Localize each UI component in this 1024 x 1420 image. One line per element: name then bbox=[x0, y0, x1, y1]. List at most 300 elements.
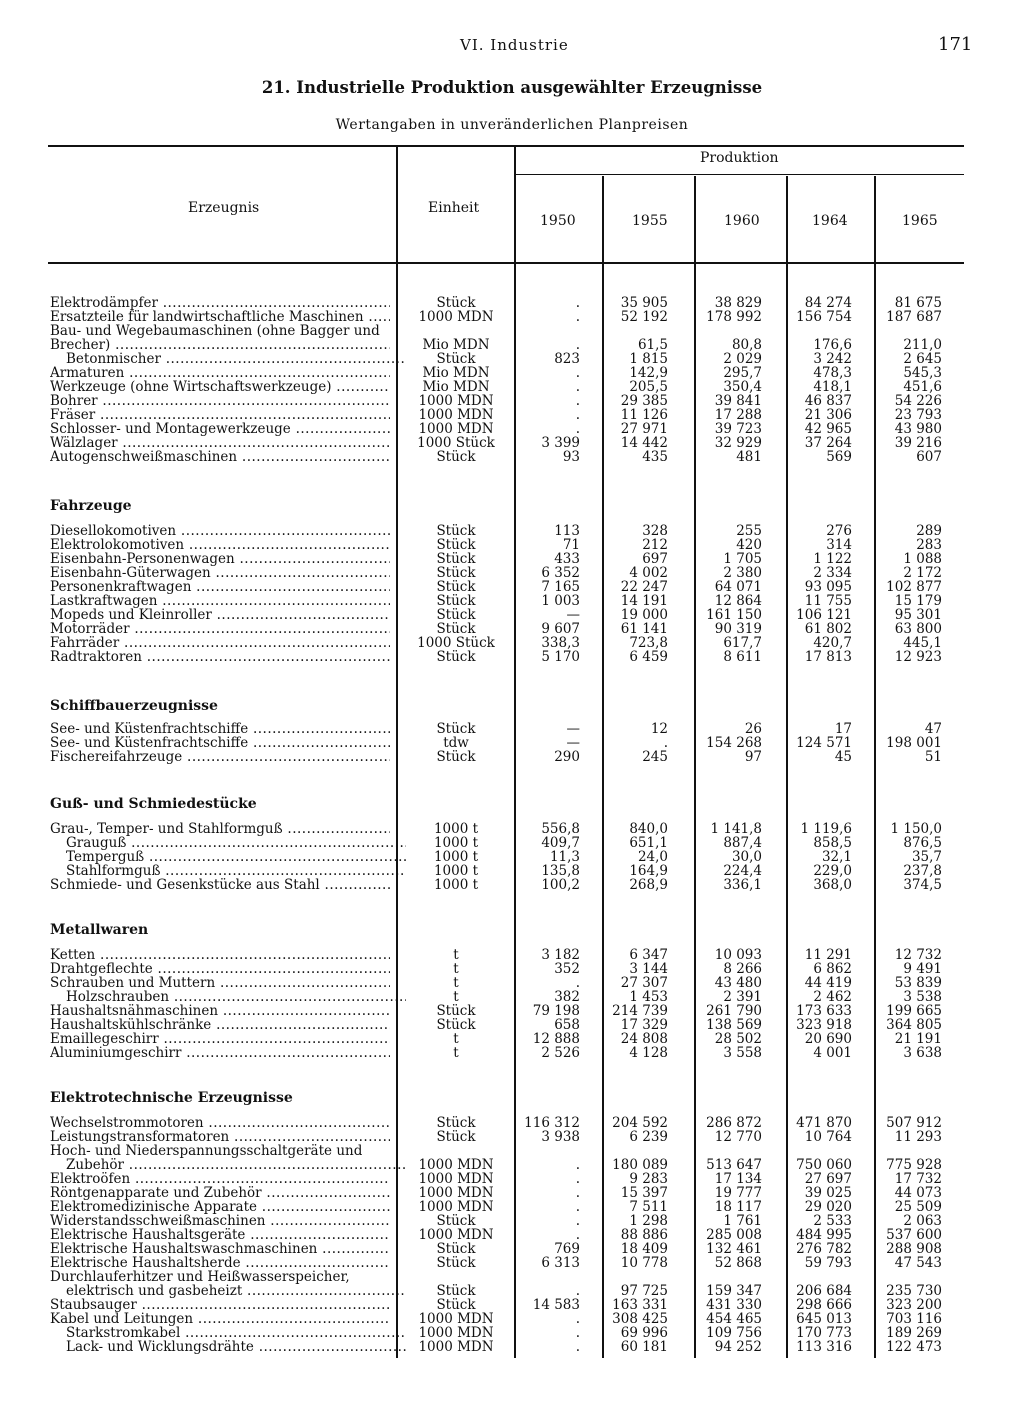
value-1950: 6 352 bbox=[541, 565, 580, 581]
value-1964: 418,1 bbox=[813, 379, 852, 395]
value-1965: 775 928 bbox=[886, 1157, 942, 1173]
value-1965: 876,5 bbox=[903, 835, 942, 851]
value-1950: 113 bbox=[554, 523, 580, 539]
row-unit: 1000 MDN bbox=[418, 309, 494, 325]
value-1965: 2 172 bbox=[903, 565, 942, 581]
row-label: Bohrer ..... bbox=[50, 394, 390, 408]
row-unit: t bbox=[453, 989, 459, 1005]
row-unit: 1000 MDN bbox=[418, 393, 494, 409]
table-row bbox=[0, 1186, 1024, 1200]
value-1955: 61 141 bbox=[620, 621, 668, 637]
value-1965: 54 226 bbox=[894, 393, 942, 409]
value-1965: 63 800 bbox=[894, 621, 942, 637]
row-unit: 1000 Stück bbox=[417, 635, 495, 651]
row-unit: Stück bbox=[436, 1115, 476, 1131]
row-unit: 1000 t bbox=[433, 849, 479, 865]
value-1960: 481 bbox=[736, 449, 762, 465]
value-1955: 14 442 bbox=[620, 435, 668, 451]
value-1964: 173 633 bbox=[796, 1003, 852, 1019]
row-label: Elektrodämpfer ..... bbox=[50, 296, 390, 310]
value-1965: 11 293 bbox=[894, 1129, 942, 1145]
value-1960: 28 502 bbox=[714, 1031, 762, 1047]
value-1960: 90 319 bbox=[714, 621, 762, 637]
value-1950: . bbox=[575, 1227, 580, 1243]
value-1964: 113 316 bbox=[796, 1339, 852, 1355]
value-1960: 513 647 bbox=[706, 1157, 762, 1173]
value-1965: 198 001 bbox=[886, 735, 942, 751]
header-unit: Einheit bbox=[428, 200, 480, 216]
row-label: Haushaltsnähmaschinen ..... bbox=[50, 1004, 390, 1018]
value-1960: 32 929 bbox=[714, 435, 762, 451]
row-label: Brecher) ..... bbox=[50, 338, 390, 352]
value-1955: 435 bbox=[642, 449, 668, 465]
value-1960: 2 380 bbox=[723, 565, 762, 581]
value-1965: 537 600 bbox=[886, 1227, 942, 1243]
value-1964: 2 462 bbox=[813, 989, 852, 1005]
table-row bbox=[0, 1046, 1024, 1060]
value-1950: 658 bbox=[554, 1017, 580, 1033]
value-1950: . bbox=[575, 1311, 580, 1327]
value-1955: 12 bbox=[650, 721, 668, 737]
row-unit: Stück bbox=[436, 295, 476, 311]
value-1960: 1 705 bbox=[723, 551, 762, 567]
value-1964: 478,3 bbox=[813, 365, 852, 381]
value-1965: 607 bbox=[916, 449, 942, 465]
row-label: Radtraktoren ..... bbox=[50, 650, 390, 664]
row-label: Ketten ..... bbox=[50, 948, 390, 962]
value-1950: . bbox=[575, 393, 580, 409]
value-1960: 39 841 bbox=[714, 393, 762, 409]
value-1964: 29 020 bbox=[804, 1199, 852, 1215]
value-1964: 1 119,6 bbox=[800, 821, 852, 837]
value-1965: 12 732 bbox=[894, 947, 942, 963]
value-1955: 18 409 bbox=[620, 1241, 668, 1257]
table-title: 21. Industrielle Produktion ausgewählter Erzeugnisse bbox=[261, 78, 763, 97]
value-1965: 53 839 bbox=[894, 975, 942, 991]
value-1955: 7 511 bbox=[629, 1199, 668, 1215]
value-1950: . bbox=[575, 1213, 580, 1229]
value-1960: 43 480 bbox=[714, 975, 762, 991]
row-unit: 1000 MDN bbox=[418, 1325, 494, 1341]
table-row bbox=[0, 1214, 1024, 1228]
value-1950: 6 313 bbox=[541, 1255, 580, 1271]
value-1965: 47 bbox=[924, 721, 942, 737]
value-1950: . bbox=[575, 1283, 580, 1299]
table-row bbox=[0, 1256, 1024, 1270]
row-label: Eisenbahn-Güterwagen ..... bbox=[50, 566, 390, 580]
header-production: Produktion bbox=[700, 150, 779, 166]
row-label: Drahtgeflechte ..... bbox=[50, 962, 390, 976]
row-unit: 1000 t bbox=[433, 863, 479, 879]
value-1955: 29 385 bbox=[620, 393, 668, 409]
row-label: Elektrische Haushaltswaschmaschinen ..... bbox=[50, 1242, 390, 1256]
header-year-1964: 1964 bbox=[812, 213, 848, 229]
section-heading: Fahrzeuge bbox=[50, 498, 132, 514]
table-row bbox=[0, 1340, 1024, 1354]
value-1964: 276 782 bbox=[796, 1241, 852, 1257]
section-heading: Metallwaren bbox=[50, 922, 149, 938]
value-1950: 100,2 bbox=[541, 877, 580, 893]
value-1950: . bbox=[575, 1171, 580, 1187]
table-row bbox=[0, 566, 1024, 580]
value-1950: 338,3 bbox=[541, 635, 580, 651]
row-label: Fahrräder ..... bbox=[50, 636, 390, 650]
value-1955: 723,8 bbox=[629, 635, 668, 651]
value-1955: 180 089 bbox=[612, 1157, 668, 1173]
value-1965: 47 543 bbox=[894, 1255, 942, 1271]
row-label: Zubehör ..... bbox=[66, 1158, 406, 1172]
table-row bbox=[0, 324, 1024, 338]
table-row bbox=[0, 380, 1024, 394]
row-label: Schrauben und Muttern ..... bbox=[50, 976, 390, 990]
row-label: Elektrische Haushaltsherde ..... bbox=[50, 1256, 390, 1270]
row-unit: Stück bbox=[436, 1241, 476, 1257]
value-1960: 178 992 bbox=[706, 309, 762, 325]
row-label: Mopeds und Kleinroller ..... bbox=[50, 608, 390, 622]
value-1955: 69 996 bbox=[620, 1325, 668, 1341]
value-1965: 283 bbox=[916, 537, 942, 553]
row-label: Lack- und Wicklungsdrähte ..... bbox=[66, 1340, 406, 1354]
row-label: Kabel und Leitungen ..... bbox=[50, 1312, 390, 1326]
value-1950: 11,3 bbox=[549, 849, 580, 865]
section-heading: Guß- und Schmiedestücke bbox=[50, 796, 257, 812]
row-unit: Stück bbox=[436, 607, 476, 623]
table-row bbox=[0, 622, 1024, 636]
row-unit: t bbox=[453, 1045, 459, 1061]
value-1960: 336,1 bbox=[723, 877, 762, 893]
value-1964: 2 533 bbox=[813, 1213, 852, 1229]
row-unit: Mio MDN bbox=[422, 365, 490, 381]
row-label: Elektrische Haushaltsgeräte ..... bbox=[50, 1228, 390, 1242]
value-1955: 1 453 bbox=[629, 989, 668, 1005]
value-1964: 176,6 bbox=[813, 337, 852, 353]
table-row bbox=[0, 976, 1024, 990]
value-1950: 7 165 bbox=[541, 579, 580, 595]
value-1955: 27 307 bbox=[620, 975, 668, 991]
value-1960: 10 093 bbox=[714, 947, 762, 963]
value-1950: 1 003 bbox=[541, 593, 580, 609]
row-unit: Stück bbox=[436, 721, 476, 737]
value-1950: 71 bbox=[562, 537, 580, 553]
table-row bbox=[0, 636, 1024, 650]
table-row bbox=[0, 1326, 1024, 1340]
value-1965: 445,1 bbox=[903, 635, 942, 651]
row-unit: Stück bbox=[436, 1017, 476, 1033]
value-1964: 124 571 bbox=[796, 735, 852, 751]
value-1965: 95 301 bbox=[894, 607, 942, 623]
value-1965: 21 191 bbox=[894, 1031, 942, 1047]
row-label: Staubsauger ..... bbox=[50, 1298, 390, 1312]
table-row bbox=[0, 948, 1024, 962]
table-row bbox=[0, 1270, 1024, 1284]
row-label: Aluminiumgeschirr ..... bbox=[50, 1046, 390, 1060]
table-row bbox=[0, 580, 1024, 594]
table-row bbox=[0, 722, 1024, 736]
table-row bbox=[0, 1228, 1024, 1242]
value-1960: 39 723 bbox=[714, 421, 762, 437]
value-1960: 17 134 bbox=[714, 1171, 762, 1187]
row-label: Schlosser- und Montagewerkzeuge ..... bbox=[50, 422, 390, 436]
value-1964: 17 bbox=[834, 721, 852, 737]
header-year-1955: 1955 bbox=[632, 213, 668, 229]
value-1960: 3 558 bbox=[723, 1045, 762, 1061]
value-1960: 109 756 bbox=[706, 1325, 762, 1341]
value-1960: 26 bbox=[744, 721, 762, 737]
value-1964: 858,5 bbox=[813, 835, 852, 851]
table-row bbox=[0, 864, 1024, 878]
value-1960: 1 761 bbox=[723, 1213, 762, 1229]
value-1950: 14 583 bbox=[532, 1297, 580, 1313]
table-row bbox=[0, 450, 1024, 464]
value-1960: 12 770 bbox=[714, 1129, 762, 1145]
value-1955: 97 725 bbox=[620, 1283, 668, 1299]
value-1965: 12 923 bbox=[894, 649, 942, 665]
value-1955: 27 971 bbox=[620, 421, 668, 437]
value-1965: 2 645 bbox=[903, 351, 942, 367]
value-1960: 295,7 bbox=[723, 365, 762, 381]
row-unit: t bbox=[453, 1031, 459, 1047]
row-label: Grauguß ..... bbox=[66, 836, 406, 850]
value-1950: — bbox=[566, 607, 580, 623]
row-label: Widerstandsschweißmaschinen ..... bbox=[50, 1214, 390, 1228]
row-unit: t bbox=[453, 961, 459, 977]
row-unit: 1000 MDN bbox=[418, 1311, 494, 1327]
value-1960: 285 008 bbox=[706, 1227, 762, 1243]
value-1960: 887,4 bbox=[723, 835, 762, 851]
value-1964: 61 802 bbox=[804, 621, 852, 637]
value-1960: 8 266 bbox=[723, 961, 762, 977]
row-unit: 1000 MDN bbox=[418, 1157, 494, 1173]
value-1950: 116 312 bbox=[524, 1115, 580, 1131]
row-unit: 1000 MDN bbox=[418, 1171, 494, 1187]
row-label: Wechselstrommotoren ..... bbox=[50, 1116, 390, 1130]
value-1964: 27 697 bbox=[804, 1171, 852, 1187]
header-year-1950: 1950 bbox=[540, 213, 576, 229]
value-1955: 35 905 bbox=[620, 295, 668, 311]
value-1960: 2 391 bbox=[723, 989, 762, 1005]
table-row bbox=[0, 436, 1024, 450]
value-1964: 20 690 bbox=[804, 1031, 852, 1047]
value-1950: 3 938 bbox=[541, 1129, 580, 1145]
row-unit: Stück bbox=[436, 551, 476, 567]
value-1964: 323 918 bbox=[796, 1017, 852, 1033]
value-1964: 750 060 bbox=[796, 1157, 852, 1173]
value-1964: 84 274 bbox=[804, 295, 852, 311]
value-1964: 59 793 bbox=[804, 1255, 852, 1271]
value-1950: . bbox=[575, 295, 580, 311]
value-1965: 451,6 bbox=[903, 379, 942, 395]
value-1964: 10 764 bbox=[804, 1129, 852, 1145]
value-1955: 212 bbox=[642, 537, 668, 553]
value-1965: 102 877 bbox=[886, 579, 942, 595]
table-row bbox=[0, 608, 1024, 622]
value-1960: 161 150 bbox=[706, 607, 762, 623]
row-label: Holzschrauben ..... bbox=[66, 990, 406, 1004]
value-1955: 24 808 bbox=[620, 1031, 668, 1047]
value-1964: 3 242 bbox=[813, 351, 852, 367]
value-1955: 11 126 bbox=[620, 407, 668, 423]
row-unit: 1000 MDN bbox=[418, 407, 494, 423]
value-1955: 10 778 bbox=[620, 1255, 668, 1271]
value-1950: . bbox=[575, 421, 580, 437]
row-unit: Stück bbox=[436, 565, 476, 581]
value-1960: 2 029 bbox=[723, 351, 762, 367]
row-label: elektrisch und gasbeheizt ..... bbox=[66, 1284, 406, 1298]
value-1960: 80,8 bbox=[731, 337, 762, 353]
row-label: Temperguß ..... bbox=[66, 850, 406, 864]
row-label: Emaillegeschirr ..... bbox=[50, 1032, 390, 1046]
value-1955: 205,5 bbox=[629, 379, 668, 395]
value-1955: 142,9 bbox=[629, 365, 668, 381]
row-unit: 1000 Stück bbox=[417, 435, 495, 451]
table-row bbox=[0, 366, 1024, 380]
table-row bbox=[0, 736, 1024, 750]
value-1950: — bbox=[566, 735, 580, 751]
row-label: Autogenschweißmaschinen ..... bbox=[50, 450, 390, 464]
value-1950: 556,8 bbox=[541, 821, 580, 837]
value-1965: 81 675 bbox=[894, 295, 942, 311]
row-label: Personenkraftwagen ..... bbox=[50, 580, 390, 594]
value-1955: 19 000 bbox=[620, 607, 668, 623]
value-1964: 156 754 bbox=[796, 309, 852, 325]
value-1965: 507 912 bbox=[886, 1115, 942, 1131]
value-1955: 204 592 bbox=[612, 1115, 668, 1131]
value-1960: 8 611 bbox=[723, 649, 762, 665]
table-row bbox=[0, 422, 1024, 436]
value-1955: . bbox=[663, 735, 668, 751]
row-label: Elektromedizinische Apparate ..... bbox=[50, 1200, 390, 1214]
value-1964: 106 121 bbox=[796, 607, 852, 623]
page-number: 171 bbox=[938, 34, 973, 55]
value-1960: 286 872 bbox=[706, 1115, 762, 1131]
value-1965: 199 665 bbox=[886, 1003, 942, 1019]
row-label: See- und Küstenfrachtschiffe ..... bbox=[50, 722, 390, 736]
table-row bbox=[0, 850, 1024, 864]
row-unit: Stück bbox=[436, 1003, 476, 1019]
value-1964: 32,1 bbox=[821, 849, 852, 865]
row-unit: Stück bbox=[436, 351, 476, 367]
value-1964: 21 306 bbox=[804, 407, 852, 423]
table-row bbox=[0, 1284, 1024, 1298]
value-1950: . bbox=[575, 407, 580, 423]
table-row bbox=[0, 1032, 1024, 1046]
row-label: Stahlformguß ..... bbox=[66, 864, 406, 878]
value-1964: 37 264 bbox=[804, 435, 852, 451]
row-label: Durchlauferhitzer und Heißwasserspeicher, bbox=[50, 1270, 350, 1284]
value-1965: 288 908 bbox=[886, 1241, 942, 1257]
value-1964: 4 001 bbox=[813, 1045, 852, 1061]
table-row bbox=[0, 1144, 1024, 1158]
table-row bbox=[0, 878, 1024, 892]
row-unit: t bbox=[453, 947, 459, 963]
header-year-1960: 1960 bbox=[724, 213, 760, 229]
value-1964: 2 334 bbox=[813, 565, 852, 581]
value-1955: 52 192 bbox=[620, 309, 668, 325]
value-1960: 159 347 bbox=[706, 1283, 762, 1299]
row-unit: Stück bbox=[436, 621, 476, 637]
table-row bbox=[0, 1312, 1024, 1326]
row-unit: 1000 MDN bbox=[418, 1199, 494, 1215]
row-label: Eisenbahn-Personenwagen ..... bbox=[50, 552, 390, 566]
value-1965: 2 063 bbox=[903, 1213, 942, 1229]
value-1964: 11 755 bbox=[804, 593, 852, 609]
value-1964: 1 122 bbox=[813, 551, 852, 567]
value-1955: 4 128 bbox=[629, 1045, 668, 1061]
value-1955: 651,1 bbox=[629, 835, 668, 851]
value-1960: 617,7 bbox=[723, 635, 762, 651]
value-1955: 697 bbox=[642, 551, 668, 567]
value-1960: 38 829 bbox=[714, 295, 762, 311]
row-unit: 1000 MDN bbox=[418, 1227, 494, 1243]
value-1965: 211,0 bbox=[903, 337, 942, 353]
table-row bbox=[0, 524, 1024, 538]
value-1960: 132 461 bbox=[706, 1241, 762, 1257]
row-unit: Stück bbox=[436, 449, 476, 465]
value-1965: 235 730 bbox=[886, 1283, 942, 1299]
row-label: Lastkraftwagen ..... bbox=[50, 594, 390, 608]
value-1955: 164,9 bbox=[629, 863, 668, 879]
table-row bbox=[0, 1130, 1024, 1144]
value-1955: 17 329 bbox=[620, 1017, 668, 1033]
value-1964: 39 025 bbox=[804, 1185, 852, 1201]
row-unit: t bbox=[453, 975, 459, 991]
value-1960: 18 117 bbox=[714, 1199, 762, 1215]
value-1965: 39 216 bbox=[894, 435, 942, 451]
chapter-header: VI. Industrie bbox=[460, 36, 569, 54]
value-1955: 308 425 bbox=[612, 1311, 668, 1327]
value-1955: 15 397 bbox=[620, 1185, 668, 1201]
value-1950: 769 bbox=[554, 1241, 580, 1257]
value-1965: 25 509 bbox=[894, 1199, 942, 1215]
value-1964: 206 684 bbox=[796, 1283, 852, 1299]
value-1964: 298 666 bbox=[796, 1297, 852, 1313]
row-label: Röntgenapparate und Zubehör ..... bbox=[50, 1186, 390, 1200]
value-1955: 268,9 bbox=[629, 877, 668, 893]
value-1960: 19 777 bbox=[714, 1185, 762, 1201]
value-1955: 245 bbox=[642, 749, 668, 765]
row-label: Armaturen ..... bbox=[50, 366, 390, 380]
value-1955: 22 247 bbox=[620, 579, 668, 595]
value-1964: 45 bbox=[834, 749, 852, 765]
value-1965: 43 980 bbox=[894, 421, 942, 437]
value-1955: 1 815 bbox=[629, 351, 668, 367]
row-label: Schmiede- und Gesenkstücke aus Stahl ..... bbox=[50, 878, 390, 892]
value-1950: 3 182 bbox=[541, 947, 580, 963]
row-unit: Stück bbox=[436, 1255, 476, 1271]
value-1964: 471 870 bbox=[796, 1115, 852, 1131]
value-1950: — bbox=[566, 721, 580, 737]
value-1950: 290 bbox=[554, 749, 580, 765]
value-1950: 12 888 bbox=[532, 1031, 580, 1047]
row-label: Ersatzteile für landwirtschaftliche Maschinen ..... bbox=[50, 310, 390, 324]
row-unit: 1000 t bbox=[433, 877, 479, 893]
table-row bbox=[0, 1242, 1024, 1256]
row-unit: Stück bbox=[436, 649, 476, 665]
value-1960: 224,4 bbox=[723, 863, 762, 879]
value-1955: 6 239 bbox=[629, 1129, 668, 1145]
row-label: Motorräder ..... bbox=[50, 622, 390, 636]
value-1964: 44 419 bbox=[804, 975, 852, 991]
table-row bbox=[0, 1158, 1024, 1172]
row-label: Leistungstransformatoren ..... bbox=[50, 1130, 390, 1144]
value-1960: 154 268 bbox=[706, 735, 762, 751]
value-1964: 17 813 bbox=[804, 649, 852, 665]
value-1950: 409,7 bbox=[541, 835, 580, 851]
value-1965: 187 687 bbox=[886, 309, 942, 325]
value-1950: 135,8 bbox=[541, 863, 580, 879]
table-row bbox=[0, 352, 1024, 366]
table-row bbox=[0, 650, 1024, 664]
